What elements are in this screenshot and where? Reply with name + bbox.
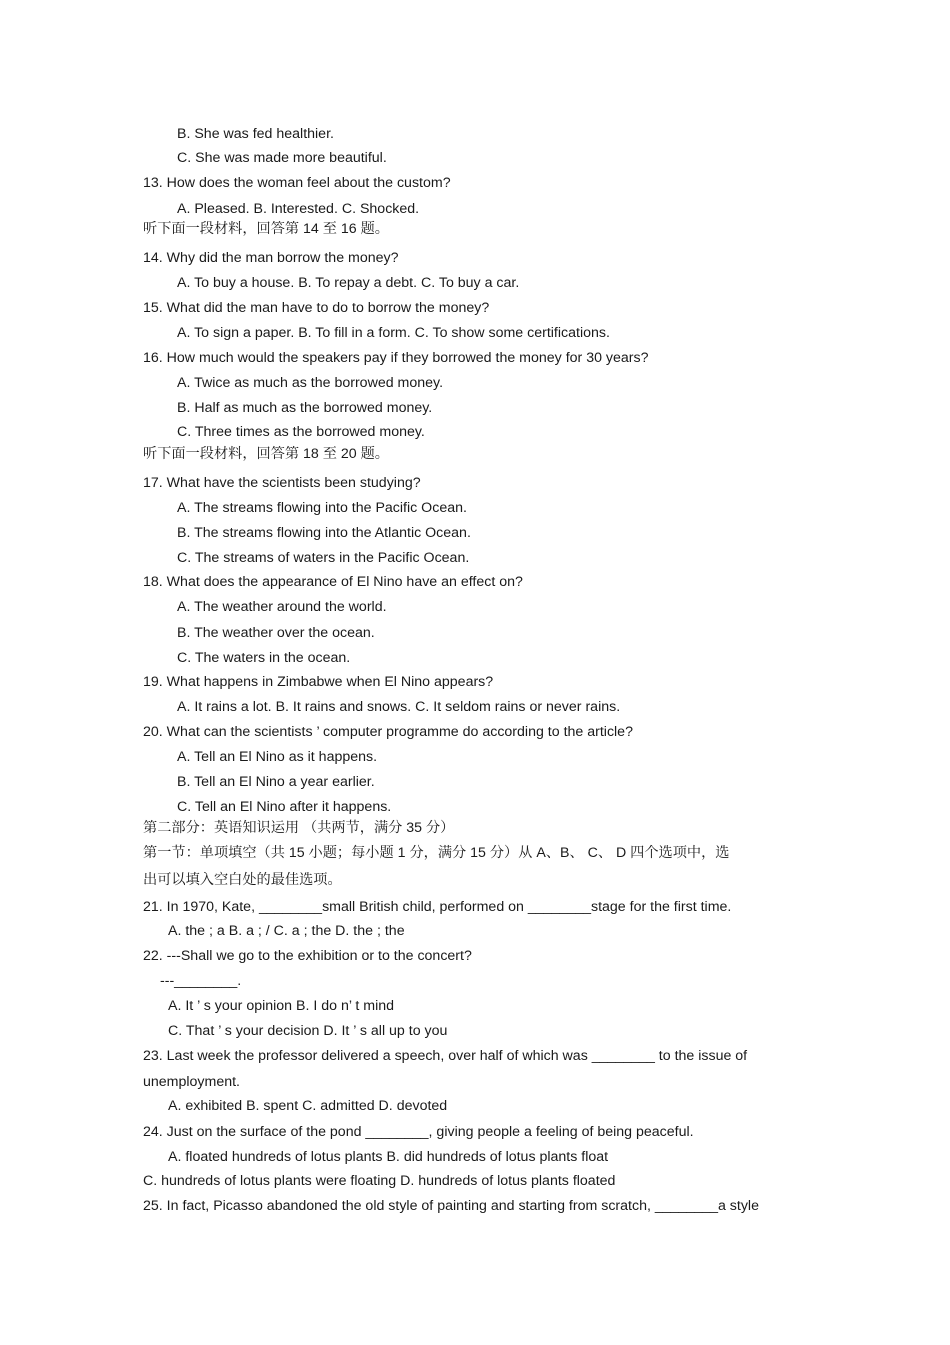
question-13: 13. How does the woman feel about the custom? bbox=[143, 175, 451, 191]
question-21: 21. In 1970, Kate, ________small British child, performed on ________stage for the first time. bbox=[143, 899, 732, 915]
q20-option-c: C. Tell an El Nino after it happens. bbox=[177, 799, 392, 815]
part-two-heading: 第二部分：英语知识运用 （共两节，满分 35 分） bbox=[143, 820, 455, 836]
q18-option-a: A. The weather around the world. bbox=[177, 599, 387, 615]
q12-option-c: C. She was made more beautiful. bbox=[177, 150, 387, 166]
q16-option-b: B. Half as much as the borrowed money. bbox=[177, 400, 433, 416]
q20-option-b: B. Tell an El Nino a year earlier. bbox=[177, 774, 375, 790]
section-one-instruction-cont: 出可以填入空白处的最佳选项。 bbox=[143, 872, 342, 888]
q13-options: A. Pleased. B. Interested. C. Shocked. bbox=[177, 201, 420, 217]
question-15: 15. What did the man have to do to borrow the money? bbox=[143, 300, 490, 316]
q24-options-cd: C. hundreds of lotus plants were floating D. hundreds of lotus plants floated bbox=[143, 1173, 616, 1189]
q19-options: A. It rains a lot. B. It rains and snows. C. It seldom rains or never rains. bbox=[177, 699, 621, 715]
question-22: 22. ---Shall we go to the exhibition or to the concert? bbox=[143, 948, 472, 964]
q24-options-ab: A. floated hundreds of lotus plants B. did hundreds of lotus plants float bbox=[168, 1149, 609, 1165]
question-18: 18. What does the appearance of El Nino have an effect on? bbox=[143, 574, 523, 590]
question-25: 25. In fact, Picasso abandoned the old style of painting and starting from scratch, ________a style bbox=[143, 1198, 759, 1214]
q18-option-c: C. The waters in the ocean. bbox=[177, 650, 351, 666]
section-instruction-18-20: 听下面一段材料，回答第 18 至 20 题。 bbox=[143, 446, 389, 462]
q17-option-c: C. The streams of waters in the Pacific Ocean. bbox=[177, 550, 470, 566]
q17-option-b: B. The streams flowing into the Atlantic Ocean. bbox=[177, 525, 471, 541]
q16-option-a: A. Twice as much as the borrowed money. bbox=[177, 375, 444, 391]
q17-option-a: A. The streams flowing into the Pacific Ocean. bbox=[177, 500, 467, 516]
question-19: 19. What happens in Zimbabwe when El Nino appears? bbox=[143, 674, 494, 690]
q23-options: A. exhibited B. spent C. admitted D. devoted bbox=[168, 1098, 448, 1114]
q22-options-cd: C. That ’ s your decision D. It ’ s all up to you bbox=[168, 1023, 448, 1039]
q22-options-ab: A. It ’ s your opinion B. I do n’ t mind bbox=[168, 998, 395, 1014]
question-14: 14. Why did the man borrow the money? bbox=[143, 250, 399, 266]
q14-options: A. To buy a house. B. To repay a debt. C. To buy a car. bbox=[177, 275, 520, 291]
section-one-instruction: 第一节：单项填空（共 15 小题；每小题 1 分，满分 15 分）从 A、B、 C、 D 四个选项中，选 bbox=[143, 845, 730, 861]
question-23-cont: unemployment. bbox=[143, 1074, 240, 1090]
q20-option-a: A. Tell an El Nino as it happens. bbox=[177, 749, 378, 765]
section-instruction-14-16: 听下面一段材料，回答第 14 至 16 题。 bbox=[143, 221, 389, 237]
question-17: 17. What have the scientists been studying? bbox=[143, 475, 421, 491]
q22-reply-blank: ---________. bbox=[160, 973, 242, 989]
question-20: 20. What can the scientists ’ computer programme do according to the article? bbox=[143, 724, 633, 740]
q16-option-c: C. Three times as the borrowed money. bbox=[177, 424, 425, 440]
q12-option-b: B. She was fed healthier. bbox=[177, 126, 334, 142]
q18-option-b: B. The weather over the ocean. bbox=[177, 625, 375, 641]
q15-options: A. To sign a paper. B. To fill in a form. C. To show some certifications. bbox=[177, 325, 610, 341]
q21-options: A. the ; a B. a ; / C. a ; the D. the ; the bbox=[168, 923, 405, 939]
question-24: 24. Just on the surface of the pond ________, giving people a feeling of being peaceful. bbox=[143, 1124, 694, 1140]
question-16: 16. How much would the speakers pay if they borrowed the money for 30 years? bbox=[143, 350, 649, 366]
question-23: 23. Last week the professor delivered a speech, over half of which was ________ to the issue of bbox=[143, 1048, 748, 1064]
